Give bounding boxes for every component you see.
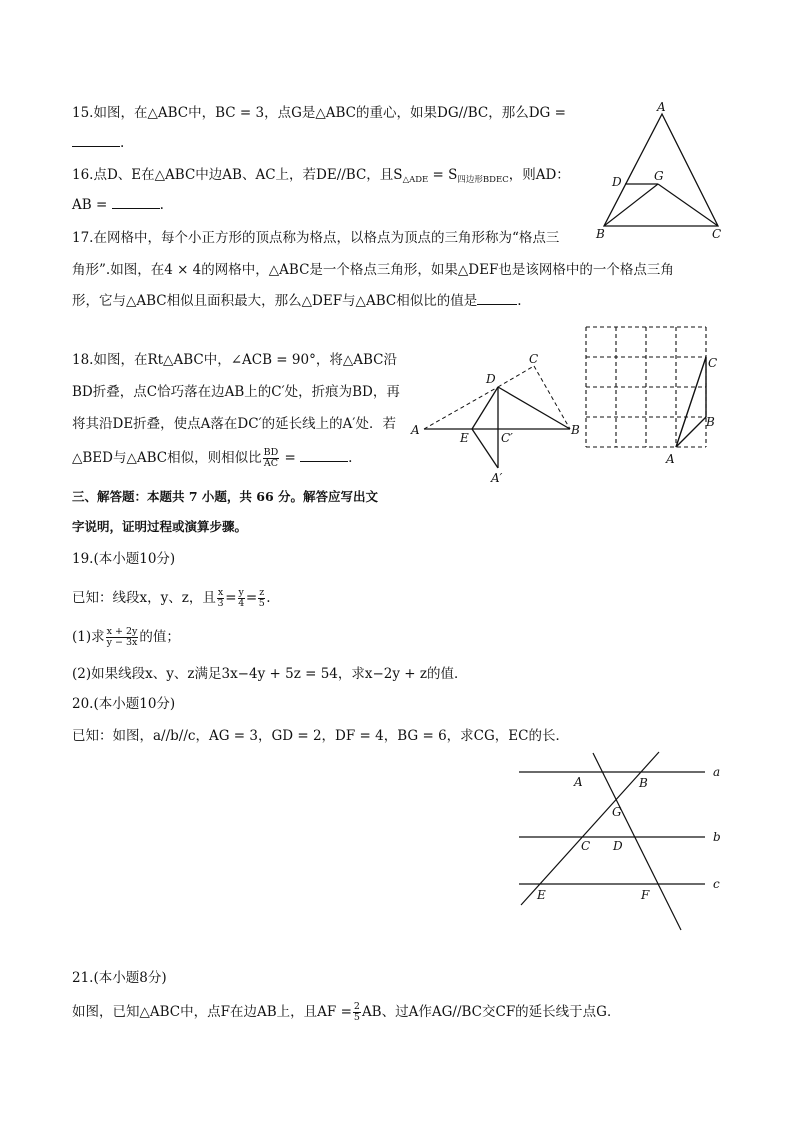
q19-frac-y: [238, 588, 245, 609]
q19-p1-den: y − 3x: [106, 637, 138, 648]
q17-line3: [72, 291, 522, 311]
q21-body-text-a: 如图，已知△ABC中，点F在边AB上，且AF =: [72, 1004, 352, 1020]
q16-line2-text: AB =: [72, 197, 108, 213]
fig18-label-d: D: [486, 372, 496, 386]
q18-line2-text: BD折叠，点C恰巧落在边AB上的C′处，折痕为BD，再: [72, 384, 400, 400]
fig20-label-line-b: b: [713, 830, 721, 844]
q18-frac-num: BD: [263, 447, 279, 458]
q18-eq: =: [280, 450, 296, 466]
q19-f3n: z: [259, 587, 265, 598]
q15-line: [72, 103, 566, 123]
q19-given: [72, 588, 271, 609]
q18-line2: [72, 382, 400, 402]
q19-eq2: =: [245, 590, 258, 606]
q19-header: [72, 549, 175, 569]
q18-answer-blank[interactable]: [300, 449, 348, 462]
q17-line2: [72, 260, 674, 280]
q17-line2-text: 角形”.如图，在4 × 4的网格中，△ABC是一个格点三角形，如果△DEF也是该网格中的一个格点三角: [72, 262, 674, 278]
fig20-label-e: E: [537, 888, 546, 902]
q19-given-end: .: [266, 590, 271, 606]
fig18-label-a1: A′: [491, 471, 503, 485]
q19-p1-text: (1)求: [72, 629, 105, 645]
q21-body: [72, 1002, 620, 1023]
fig15-label-c: C: [712, 227, 722, 241]
q19-f1d: 3: [217, 598, 224, 609]
q16-sub1: △ADE: [402, 175, 429, 185]
q17-line1: [72, 228, 559, 248]
q19-part2: [72, 664, 468, 684]
fig17-label-b: B: [706, 415, 715, 429]
fig18-line-dc-dashed: [498, 366, 534, 387]
section3-text2: 字说明，证明过程或演算步骤。: [72, 519, 248, 534]
q16-line1: [72, 165, 570, 190]
q20-body-text: 已知：如图，a//b//c，AG = 3，GD = 2，DF = 4，BG = 6，求CG，EC的长．: [72, 728, 569, 744]
q19-f1n: x: [217, 587, 224, 598]
q18-line1-text: 18.如图，在Rt△ABC中，∠ACB = 90°，将△ABC沿: [72, 352, 397, 368]
q17-line3-text: 形，它与△ABC相似且面积最大，那么△DEF与△ABC相似比的值是: [72, 293, 478, 309]
q20-header: [72, 694, 175, 714]
fig15-segment-gb: [604, 184, 658, 226]
q19-p1-num: x + 2y: [106, 626, 138, 637]
q18-frac-den: AC: [263, 458, 278, 469]
q21-header: [72, 968, 167, 988]
fig18-line-ad-dashed: [424, 387, 498, 429]
q19-frac-z: [258, 588, 265, 609]
fig17-label-a: A: [666, 452, 675, 466]
fig18-label-b: B: [571, 423, 580, 437]
fig20-label-a-point: A: [574, 775, 583, 789]
fig15-triangle: [590, 100, 730, 240]
fig17-label-c: C: [708, 356, 718, 370]
q16-text-a: 16.点D、E在△ABC中边AB、AC上，若DE//BC，且S: [72, 167, 403, 183]
q19-p1-end: 的值；: [139, 629, 180, 645]
q15-end: .: [120, 135, 125, 151]
fig18-label-c1: C′: [501, 431, 513, 445]
q18-line3-text: 将其沿DE折叠，使点A落在DC′的延长线上的A′处．若: [72, 416, 396, 432]
fig20-label-g: G: [612, 805, 622, 819]
section3-line1: [72, 487, 378, 507]
section3-text1: 三、解答题：本题共 7 小题，共 66 分。解答应写出文: [72, 489, 379, 504]
q15-answer-line: [72, 133, 124, 153]
fig20-label-line-c: c: [713, 877, 720, 891]
fig15-label-b: B: [596, 227, 605, 241]
fig15-label-d: D: [612, 175, 622, 189]
q19-p1-fraction: [106, 627, 139, 648]
q21-frac-num: 2: [353, 1001, 360, 1012]
fig20-label-b-point: B: [639, 776, 648, 790]
q21-body-text-b: AB、过A作AG//BC交CF的延长线于点G．: [361, 1004, 621, 1020]
q15-answer-blank[interactable]: [72, 134, 120, 147]
q16-answer-blank[interactable]: [112, 196, 160, 209]
q16-text-b: = S: [428, 167, 458, 183]
q17-answer-blank[interactable]: [477, 292, 517, 305]
fig20-label-line-a: a: [713, 765, 721, 779]
q16-end: .: [159, 197, 164, 213]
q18-line4-text: △BED与△ABC相似，则相似比: [72, 450, 262, 466]
q18-line1: [72, 350, 397, 370]
q21-header-text: 21.(本小题8分): [72, 970, 167, 986]
fig18-line-de: [472, 387, 498, 429]
fig17-triangle-abc: [676, 357, 706, 447]
q16-text-c: ，则AD：: [508, 167, 570, 183]
q20-header-text: 20.(本小题10分): [72, 696, 176, 712]
q19-header-text: 19.(本小题10分): [72, 551, 176, 567]
q20-body: [72, 726, 569, 746]
q19-given-text: 已知：线段x，y、z，且: [72, 590, 216, 606]
q18-line3: [72, 414, 396, 434]
fig17-grid-lines: [586, 327, 706, 447]
q19-frac-x: [217, 588, 224, 609]
fig18-line-cb-dashed: [534, 366, 570, 429]
q18-end: .: [348, 450, 353, 466]
q21-fraction: [353, 1002, 361, 1023]
q19-f2n: y: [238, 587, 244, 598]
q19-part1: [72, 627, 180, 648]
fig20-transversal-af: [593, 753, 681, 930]
fig18-label-c: C: [529, 352, 539, 366]
fig20-label-f: F: [641, 888, 650, 902]
q16-line2: [72, 195, 164, 215]
q17-line1-text: 17.在网格中，每个小正方形的顶点称为格点，以格点为顶点的三角形称为“格点三: [72, 230, 560, 246]
q16-sub2: 四边形BDEC: [457, 175, 509, 185]
fig20-label-c-point: C: [581, 839, 591, 853]
fig20-label-d: D: [613, 839, 623, 853]
q18-ratio-fraction: [263, 448, 280, 469]
fig20-transversal-ef: [521, 752, 659, 905]
q19-eq1: =: [225, 590, 237, 606]
fig15-label-g: G: [654, 169, 664, 183]
q17-end: .: [517, 293, 522, 309]
q19-p2-text: (2)如果线段x、y、z满足3x−4y + 5z = 54，求x−2y + z的值．: [72, 666, 468, 682]
fig20-parallel-lines: [515, 750, 730, 935]
fig17-grid: [580, 320, 730, 470]
fig15-label-a: A: [657, 100, 666, 114]
q19-f2d: 4: [238, 598, 245, 609]
q19-f3d: 5: [258, 598, 265, 609]
section3-line2: [72, 517, 247, 537]
fig18-label-a: A: [411, 423, 420, 437]
fig18-fold: [410, 350, 585, 485]
fig18-line-db: [498, 387, 570, 429]
fig18-label-e: E: [460, 431, 469, 445]
fig18-line-ea1: [472, 429, 498, 468]
q21-frac-den: 5: [353, 1012, 360, 1023]
fig15-segment-gc: [658, 184, 718, 226]
q18-line4: [72, 448, 352, 469]
q15-text: 15.如图，在△ABC中，BC = 3，点G是△ABC的重心，如果DG//BC，那么DG =: [72, 105, 566, 121]
